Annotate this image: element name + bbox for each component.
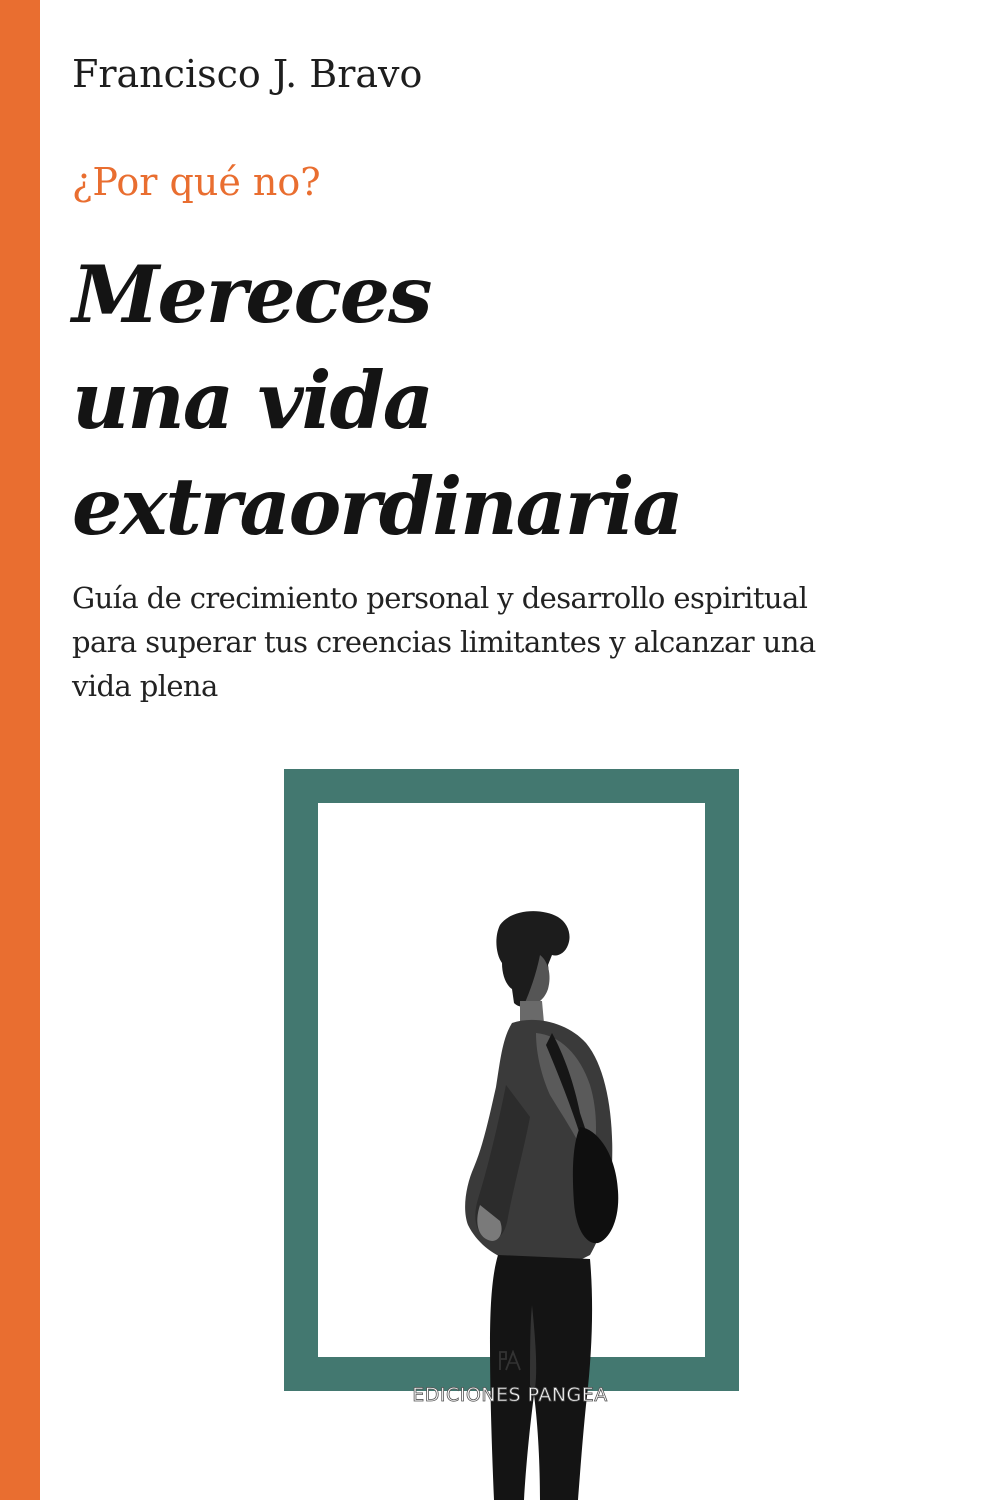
book-title — [72, 242, 682, 560]
publisher — [390, 1350, 630, 1406]
title-line-3: extraordinaria — [72, 460, 682, 553]
pangea-logo-icon — [498, 1350, 522, 1372]
person-looking-up-illustration — [440, 905, 640, 1500]
title-line-2: una vida — [72, 354, 432, 447]
author-name: Francisco J. Bravo — [72, 52, 423, 96]
kicker-question: ¿Por qué no? — [72, 160, 321, 204]
publisher-name: EDICIONES PANGEA — [412, 1384, 608, 1406]
book-subtitle — [72, 576, 902, 708]
subtitle-line-3: vida plena — [72, 669, 218, 703]
subtitle-line-1: Guía de crecimiento personal y desarrollo espiritual — [72, 581, 808, 615]
title-line-1: Mereces — [72, 248, 431, 341]
orange-side-stripe — [0, 0, 40, 1500]
subtitle-line-2: para superar tus creencias limitantes y alcanzar una — [72, 625, 816, 659]
